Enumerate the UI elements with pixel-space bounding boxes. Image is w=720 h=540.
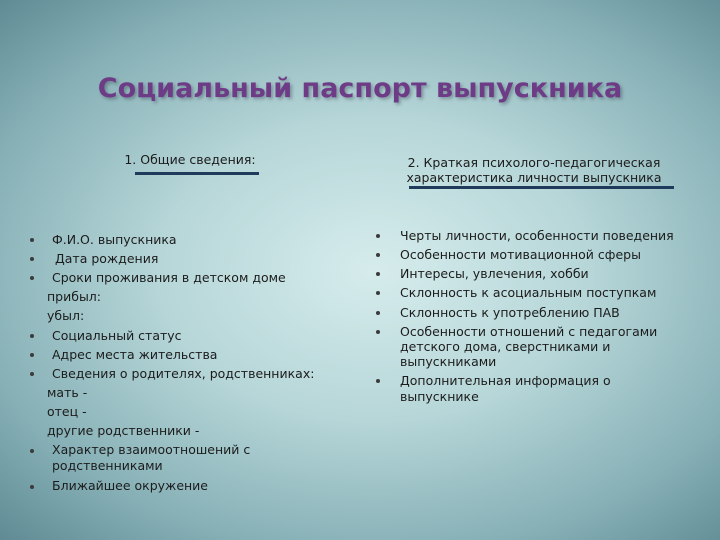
bullet-icon: [30, 485, 34, 489]
list-item: Сроки проживания в детском доме: [52, 270, 286, 285]
list-item: убыл:: [47, 308, 85, 323]
bullet-icon: [30, 353, 34, 357]
bullet-icon: [376, 234, 380, 238]
list-item: отец -: [47, 404, 87, 419]
list-item: Черты личности, особенности поведения: [400, 228, 674, 243]
left-column-heading: 1. Общие сведения:: [124, 152, 256, 167]
right-heading-line-1: 2. Краткая психолого-педагогическая: [407, 155, 661, 170]
slide-title: Социальный паспорт выпускника: [97, 73, 623, 104]
list-item: другие родственники -: [47, 423, 200, 438]
bullet-icon: [376, 272, 380, 276]
list-item: Особенности мотивационной сферы: [400, 247, 641, 262]
list-item: Социальный статус: [52, 328, 182, 343]
list-item: Дата рождения: [55, 251, 159, 266]
list-item: прибыл:: [47, 289, 102, 304]
list-item: Интересы, увлечения, хобби: [400, 266, 589, 281]
bullet-icon: [30, 334, 34, 338]
list-item: Характер взаимоотношений с: [52, 442, 251, 457]
bullet-icon: [376, 330, 380, 334]
list-item: Особенности отношений с педагогами: [400, 324, 658, 339]
bullet-icon: [376, 379, 380, 383]
bullet-icon: [30, 238, 34, 242]
bullet-icon: [30, 276, 34, 280]
right-column-heading: [380, 155, 688, 185]
right-heading-underline: [409, 186, 674, 189]
list-item: Ближайшее окружение: [52, 478, 208, 493]
bullet-icon: [376, 311, 380, 315]
list-item: Дополнительная информация о: [400, 373, 611, 388]
list-item: Склонность к употреблению ПАВ: [400, 305, 620, 320]
bullet-icon: [376, 291, 380, 295]
list-item: Сведения о родителях, родственниках:: [52, 366, 315, 381]
list-item: Адрес места жительства: [52, 347, 218, 362]
right-heading-line-2: характеристика личности выпускника: [406, 170, 662, 185]
bullet-icon: [30, 449, 34, 453]
bullet-icon: [30, 257, 34, 261]
list-item: Склонность к асоциальным поступкам: [400, 285, 657, 300]
list-item: выпускнике: [400, 389, 479, 404]
list-item: детского дома, сверстниками и: [400, 339, 611, 354]
bullet-icon: [30, 372, 34, 376]
list-item: родственниками: [52, 458, 163, 473]
list-item: выпускниками: [400, 354, 497, 369]
bullet-icon: [376, 253, 380, 257]
list-item: Ф.И.О. выпускника: [52, 232, 177, 247]
list-item: мать -: [47, 385, 88, 400]
left-heading-underline: [135, 172, 259, 175]
